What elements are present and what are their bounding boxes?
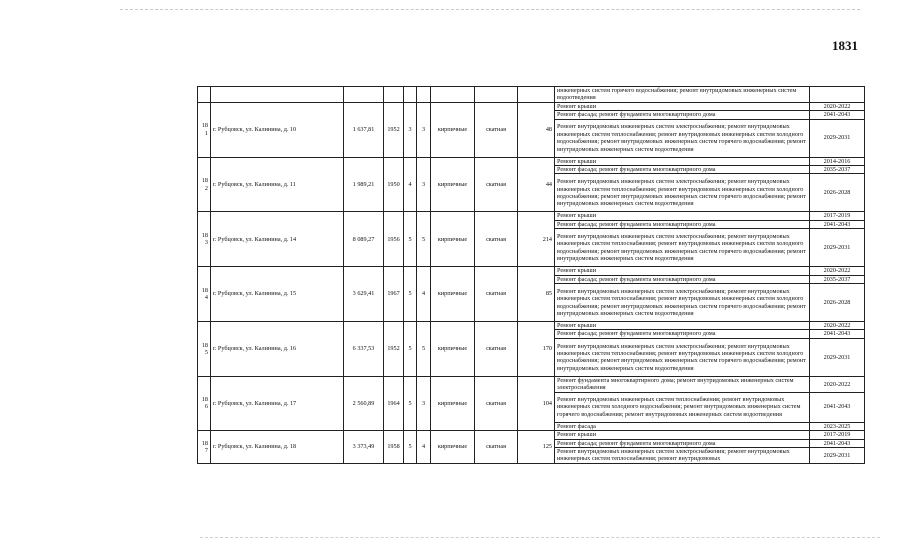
repair-period: 2020-2022 <box>810 267 865 275</box>
building-wall-material: кирпичные <box>431 267 475 322</box>
building-floors: 4 <box>404 157 417 212</box>
building-apartments: 104 <box>518 376 555 430</box>
building-floors: 5 <box>404 431 417 464</box>
building-year: 1956 <box>384 212 404 267</box>
building-wall-material: кирпичные <box>431 157 475 212</box>
building-address: г. Рубцовск, ул. Калинина, д. 11 <box>211 157 344 212</box>
continuation-work: инженерных систем горячего водоснабжения; ремонт внутридомовых инженерных систем водоотведения <box>555 87 810 103</box>
repair-period: 2020-2022 <box>810 102 865 110</box>
building-entrances: 3 <box>417 157 431 212</box>
building-address: г. Рубцовск, ул. Калинина, д. 14 <box>211 212 344 267</box>
page-number: 1831 <box>832 38 858 53</box>
table-row <box>198 212 865 220</box>
building-roof-type: скатная <box>475 157 518 212</box>
building-address: г. Рубцовск, ул. Калинина, д. 15 <box>211 267 344 322</box>
building-address: г. Рубцовск, ул. Калинина, д. 17 <box>211 376 344 430</box>
continuation-year <box>384 87 404 103</box>
building-floors: 5 <box>404 267 417 322</box>
continuation-roof <box>475 87 518 103</box>
building-area: 6 337,53 <box>344 322 384 377</box>
building-floors: 5 <box>404 322 417 377</box>
building-year: 1950 <box>384 157 404 212</box>
building-entrances: 3 <box>417 376 431 430</box>
scan-edge-top <box>120 9 860 10</box>
repair-period: 2020-2022 <box>810 376 865 392</box>
repair-period: 2041-2043 <box>810 439 865 447</box>
building-wall-material: кирпичные <box>431 102 475 157</box>
building-apartments: 85 <box>518 267 555 322</box>
continuation-material <box>431 87 475 103</box>
repair-work: Ремонт внутридомовых инженерных систем электроснабжения; ремонт внутридомовых инженерных систем теплоснабжения; ремонт внутридомовых инженерных систем холодного водоснабжения; ремонт внутридомовых инженерных систем горячего водоснабжения; ремонт внутридомовых инженерных систем водоотведения <box>555 284 810 322</box>
building-number: 187 <box>198 431 211 464</box>
repair-work: Ремонт внутридомовых инженерных систем электроснабжения; ремонт внутридомовых инженерных систем теплоснабжения; ремонт внутридомовых <box>555 447 810 463</box>
repair-period: 2041-2043 <box>810 220 865 228</box>
repair-work: Ремонт крыши <box>555 431 810 439</box>
table-body <box>198 87 865 464</box>
building-wall-material: кирпичные <box>431 376 475 430</box>
building-number: 182 <box>198 157 211 212</box>
repair-work: Ремонт фасада; ремонт фундамента многоквартирного дома <box>555 330 810 338</box>
building-area: 1 989,21 <box>344 157 384 212</box>
repair-period: 2041-2043 <box>810 392 865 422</box>
repair-work: Ремонт внутридомовых инженерных систем теплоснабжения; ремонт внутридомовых инженерных систем холодного водоснабжения; ремонт внутридомовых инженерных систем горячего водоснабжения; ремонт внутридомовых инженерных систем водоотведения <box>555 392 810 422</box>
repair-period: 2029-2031 <box>810 338 865 376</box>
table-row <box>198 376 865 392</box>
repair-work: Ремонт внутридомовых инженерных систем электроснабжения; ремонт внутридомовых инженерных систем теплоснабжения; ремонт внутридомовых инженерных систем холодного водоснабжения; ремонт внутридомовых инженерных систем горячего водоснабжения; ремонт внутридомовых инженерных систем водоотведения <box>555 174 810 212</box>
building-roof-type: скатная <box>475 431 518 464</box>
scan-edge-bottom <box>200 537 880 538</box>
building-floors: 3 <box>404 102 417 157</box>
repair-period: 2041-2043 <box>810 330 865 338</box>
repair-work: Ремонт внутридомовых инженерных систем электроснабжения; ремонт внутридомовых инженерных систем теплоснабжения; ремонт внутридомовых инженерных систем холодного водоснабжения; ремонт внутридомовых инженерных систем горячего водоснабжения; ремонт внутридомовых инженерных систем водоотведения <box>555 119 810 157</box>
repair-work: Ремонт фасада; ремонт фундамента многоквартирного дома <box>555 111 810 119</box>
building-apartments: 125 <box>518 431 555 464</box>
building-entrances: 5 <box>417 322 431 377</box>
building-number: 186 <box>198 376 211 430</box>
repair-work: Ремонт фасада; ремонт фундамента многоквартирного дома <box>555 166 810 174</box>
continuation-address <box>211 87 344 103</box>
building-address: г. Рубцовск, ул. Калинина, д. 10 <box>211 102 344 157</box>
repair-period: 2029-2031 <box>810 229 865 267</box>
repair-work: Ремонт фундамента многоквартирного дома; ремонт внутридомовых инженерных систем электроснабжения <box>555 376 810 392</box>
table-row <box>198 157 865 165</box>
building-apartments: 170 <box>518 322 555 377</box>
repair-period: 2026-2028 <box>810 284 865 322</box>
continuation-floors <box>404 87 417 103</box>
table-row <box>198 322 865 330</box>
repair-period: 2041-2043 <box>810 111 865 119</box>
building-area: 2 560,89 <box>344 376 384 430</box>
repair-work: Ремонт крыши <box>555 322 810 330</box>
building-apartments: 214 <box>518 212 555 267</box>
building-number: 181 <box>198 102 211 157</box>
table-row <box>198 102 865 110</box>
repair-work: Ремонт фасада; ремонт фундамента многоквартирного дома <box>555 220 810 228</box>
repair-period: 2020-2022 <box>810 322 865 330</box>
building-number: 183 <box>198 212 211 267</box>
repair-work: Ремонт фасада <box>555 422 810 430</box>
repair-period: 2026-2028 <box>810 174 865 212</box>
building-year: 1967 <box>384 267 404 322</box>
repair-work: Ремонт крыши <box>555 102 810 110</box>
repair-period: 2023-2025 <box>810 422 865 430</box>
building-entrances: 5 <box>417 212 431 267</box>
building-entrances: 4 <box>417 267 431 322</box>
building-area: 3 629,41 <box>344 267 384 322</box>
building-year: 1952 <box>384 322 404 377</box>
building-roof-type: скатная <box>475 212 518 267</box>
continuation-num <box>198 87 211 103</box>
repair-work: Ремонт фасада; ремонт фундамента многоквартирного дома <box>555 439 810 447</box>
repair-period: 2035-2037 <box>810 275 865 283</box>
building-roof-type: скатная <box>475 102 518 157</box>
repair-work: Ремонт внутридомовых инженерных систем электроснабжения; ремонт внутридомовых инженерных систем теплоснабжения; ремонт внутридомовых инженерных систем холодного водоснабжения; ремонт внутридомовых инженерных систем горячего водоснабжения; ремонт внутридомовых инженерных систем водоотведения <box>555 229 810 267</box>
continuation-entrances <box>417 87 431 103</box>
building-roof-type: скатная <box>475 322 518 377</box>
building-floors: 5 <box>404 212 417 267</box>
building-address: г. Рубцовск, ул. Калинина, д. 18 <box>211 431 344 464</box>
building-apartments: 48 <box>518 102 555 157</box>
building-wall-material: кирпичные <box>431 322 475 377</box>
repair-work: Ремонт внутридомовых инженерных систем электроснабжения; ремонт внутридомовых инженерных систем теплоснабжения; ремонт внутридомовых инженерных систем холодного водоснабжения; ремонт внутридомовых инженерных систем горячего водоснабжения; ремонт внутридомовых инженерных систем водоотведения <box>555 338 810 376</box>
building-wall-material: кирпичные <box>431 212 475 267</box>
repair-period: 2014-2016 <box>810 157 865 165</box>
building-address: г. Рубцовск, ул. Калинина, д. 16 <box>211 322 344 377</box>
continuation-apartments <box>518 87 555 103</box>
table-row <box>198 267 865 275</box>
building-area: 1 637,81 <box>344 102 384 157</box>
continuation-area <box>344 87 384 103</box>
capital-repair-table <box>197 86 865 464</box>
building-roof-type: скатная <box>475 376 518 430</box>
building-number: 185 <box>198 322 211 377</box>
repair-work: Ремонт крыши <box>555 212 810 220</box>
building-year: 1964 <box>384 376 404 430</box>
building-year: 1958 <box>384 431 404 464</box>
table-row <box>198 431 865 439</box>
repair-period: 2017-2019 <box>810 212 865 220</box>
repair-work: Ремонт крыши <box>555 267 810 275</box>
repair-work: Ремонт крыши <box>555 157 810 165</box>
continuation-row <box>198 87 865 103</box>
repair-period: 2017-2019 <box>810 431 865 439</box>
repair-period: 2035-2037 <box>810 166 865 174</box>
building-area: 3 373,49 <box>344 431 384 464</box>
building-roof-type: скатная <box>475 267 518 322</box>
repair-period: 2029-2031 <box>810 447 865 463</box>
repair-work: Ремонт фасада; ремонт фундамента многоквартирного дома <box>555 275 810 283</box>
building-year: 1952 <box>384 102 404 157</box>
building-floors: 5 <box>404 376 417 430</box>
building-wall-material: кирпичные <box>431 431 475 464</box>
building-entrances: 3 <box>417 102 431 157</box>
building-number: 184 <box>198 267 211 322</box>
building-area: 8 089,27 <box>344 212 384 267</box>
continuation-period <box>810 87 865 103</box>
building-entrances: 4 <box>417 431 431 464</box>
building-apartments: 44 <box>518 157 555 212</box>
repair-period: 2029-2031 <box>810 119 865 157</box>
